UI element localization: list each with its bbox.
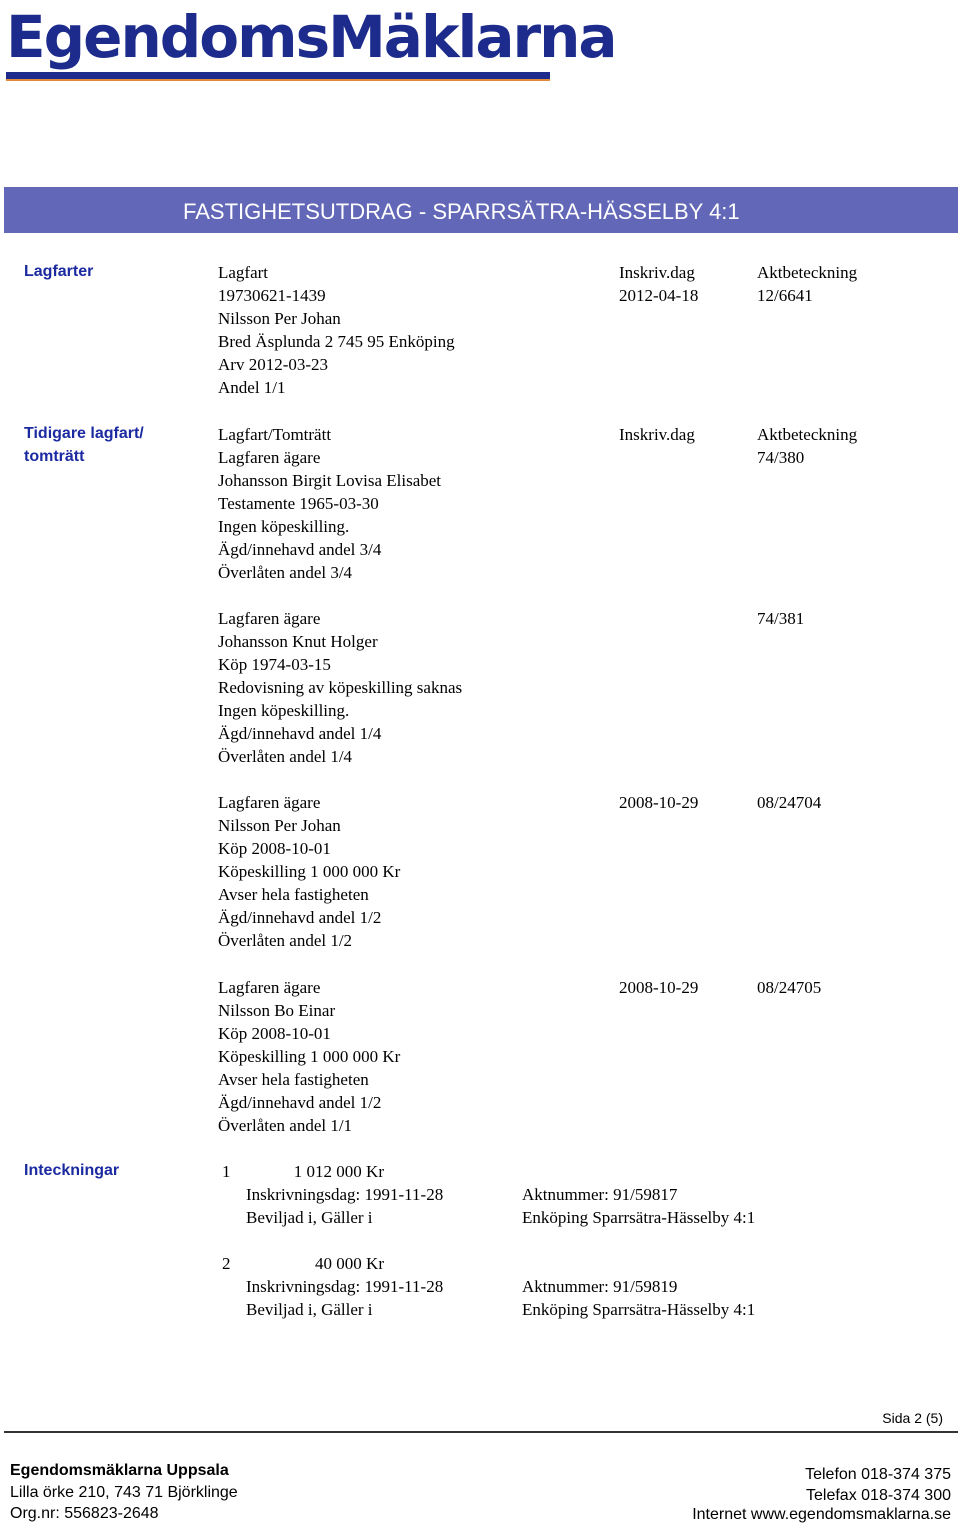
tidigare-line: Lagfaren ägare (218, 793, 321, 812)
tidigare-line: Köp 1974-03-15 (218, 655, 331, 674)
tidigare-line: Lagfaren ägare (218, 448, 321, 467)
lagfart-line: 19730621-1439 (218, 286, 326, 305)
tidigare-block (218, 446, 441, 584)
section-label-tidigare-1: Tidigare lagfart/ (24, 425, 144, 442)
footer-orgnr: Org.nr: 556823-2648 (10, 1505, 159, 1522)
inteckning-number: 1 (222, 1162, 231, 1181)
tidigare-line: Avser hela fastigheten (218, 885, 369, 904)
tidigare-akt: 74/380 (757, 448, 805, 467)
inteckning-beviljad: Beviljad i, Gäller i (246, 1208, 373, 1227)
col-header-inskriv: Inskriv.dag (619, 263, 695, 282)
tidigare-line: Ingen köpeskilling. (218, 701, 350, 720)
tidigare-line: Köpeskilling 1 000 000 Kr (218, 862, 401, 881)
inteckning-inskriv: Inskrivningsdag: 1991-11-28 (246, 1277, 444, 1296)
lagfart-line: Bred Äsplunda 2 745 95 Enköping (218, 332, 455, 351)
tidigare-line: Överlåten andel 1/4 (218, 747, 353, 766)
tidigare-line: Testamente 1965-03-30 (218, 494, 379, 513)
inteckning-akt: Aktnummer: 91/59819 (522, 1277, 678, 1296)
section-label-inteckningar: Inteckningar (24, 1162, 120, 1179)
col-header-lagfart: Lagfart (218, 263, 269, 282)
tidigare-akt: 08/24705 (757, 978, 822, 997)
tidigare-line: Lagfaren ägare (218, 978, 321, 997)
tidigare-line: Lagfaren ägare (218, 609, 321, 628)
page-number: Sida 2 (5) (882, 1410, 943, 1426)
footer-web: Internet www.egendomsmaklarna.se (692, 1506, 951, 1523)
tidigare-line: Nilsson Per Johan (218, 816, 341, 835)
tidigare-line: Nilsson Bo Einar (218, 1001, 336, 1020)
inteckning-beviljad: Beviljad i, Gäller i (246, 1300, 373, 1319)
inteckning-amount: 1 012 000 Kr (293, 1162, 384, 1181)
tidigare-inskriv-date: 2008-10-29 (619, 793, 699, 812)
lagfart-line: Arv 2012-03-23 (218, 355, 329, 374)
tidigare-block (218, 976, 400, 1137)
tidigare-block (218, 607, 462, 768)
tidigare-line: Överlåten andel 3/4 (218, 563, 353, 582)
inteckning-akt: Aktnummer: 91/59817 (522, 1185, 678, 1204)
tidigare-inskriv-date: 2008-10-29 (619, 978, 699, 997)
col-header-inskriv-tidigare: Inskriv.dag (619, 425, 695, 444)
inteckning-fastighet: Enköping Sparrsätra-Hässelby 4:1 (522, 1208, 756, 1227)
tidigare-line: Köp 2008-10-01 (218, 1024, 331, 1043)
inteckning-fastighet: Enköping Sparrsätra-Hässelby 4:1 (522, 1300, 756, 1319)
logo-underline-accent (6, 79, 550, 81)
inteckning-inskriv: Inskrivningsdag: 1991-11-28 (246, 1185, 444, 1204)
col-header-akt: Aktbeteckning (757, 263, 858, 282)
tidigare-line: Ägd/innehavd andel 1/2 (218, 908, 382, 927)
col-header-lagfart-tomtratt: Lagfart/Tomträtt (218, 425, 332, 444)
tidigare-line: Köpeskilling 1 000 000 Kr (218, 1047, 401, 1066)
lagfart-line: Nilsson Per Johan (218, 309, 341, 328)
tidigare-line: Johansson Knut Holger (218, 632, 378, 651)
footer-fax: Telefax 018-374 300 (806, 1487, 951, 1504)
company-logo: EgendomsMäklarna (6, 3, 616, 71)
section-label-tidigare-2: tomträtt (24, 448, 85, 465)
inteckning-number: 2 (222, 1254, 231, 1273)
logo-underline (6, 72, 550, 79)
tidigare-line: Ingen köpeskilling. (218, 517, 350, 536)
tidigare-line: Ägd/innehavd andel 1/4 (218, 724, 382, 743)
tidigare-line: Johansson Birgit Lovisa Elisabet (218, 471, 442, 490)
tidigare-line: Redovisning av köpeskilling saknas (218, 678, 463, 697)
tidigare-line: Köp 2008-10-01 (218, 839, 331, 858)
section-label-lagfarter: Lagfarter (24, 263, 94, 280)
tidigare-line: Ägd/innehavd andel 3/4 (218, 540, 382, 559)
tidigare-line: Överlåten andel 1/1 (218, 1116, 353, 1135)
lagfart-inskriv-date: 2012-04-18 (619, 286, 699, 305)
lagfart-owner-block (218, 284, 455, 399)
footer-phone: Telefon 018-374 375 (805, 1466, 951, 1483)
inteckning-amount: 40 000 Kr (315, 1254, 384, 1273)
footer-divider (4, 1431, 958, 1433)
page-title: FASTIGHETSUTDRAG - SPARRSÄTRA-HÄSSELBY 4:1 (183, 199, 740, 224)
tidigare-akt: 08/24704 (757, 793, 822, 812)
tidigare-line: Avser hela fastigheten (218, 1070, 369, 1089)
tidigare-akt: 74/381 (757, 609, 805, 628)
footer-address: Lilla örke 210, 743 71 Björklinge (10, 1484, 238, 1501)
footer-company: Egendomsmäklarna Uppsala (10, 1462, 229, 1479)
tidigare-line: Ägd/innehavd andel 1/2 (218, 1093, 382, 1112)
lagfart-line: Andel 1/1 (218, 378, 286, 397)
lagfart-akt: 12/6641 (757, 286, 813, 305)
tidigare-block (218, 791, 400, 952)
col-header-akt-tidigare: Aktbeteckning (757, 425, 858, 444)
tidigare-line: Överlåten andel 1/2 (218, 931, 353, 950)
